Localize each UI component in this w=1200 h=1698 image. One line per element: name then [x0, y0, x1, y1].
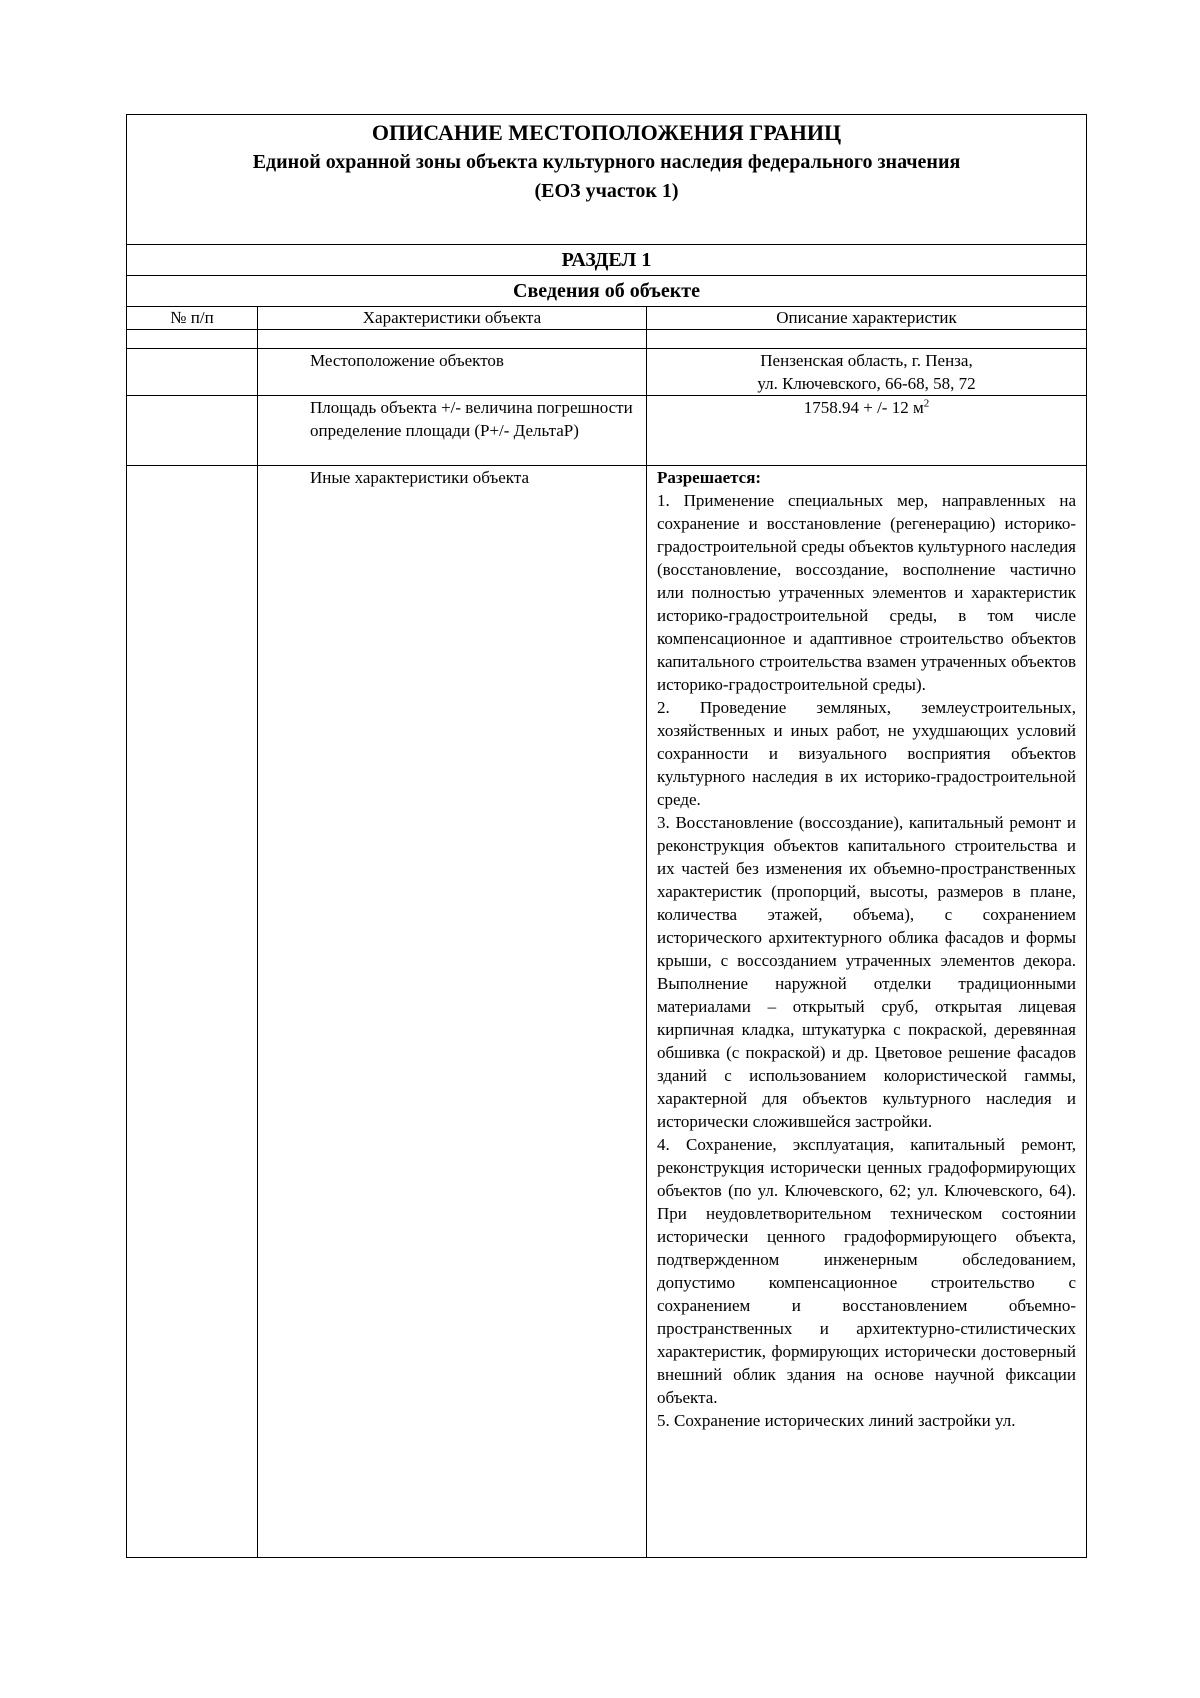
- document-subtitle-zone: (ЕОЗ участок 1): [534, 180, 679, 202]
- location-label: Местоположение объектов: [258, 349, 647, 396]
- table-row-other: [127, 466, 1087, 1558]
- allowed-item-4: 4. Сохранение, эксплуатация, капитальный ремонт, реконструкция исторически ценных градоформирующих объектов (по ул. Ключевского, 62; ул. Ключевского, 64). При неудовлетворительном техническом состоянии исторически ценного градоформирующего объекта, подтвержденном инженерным обследованием, допустимо компенсационное строительство с сохранением и восстановлением объемно-пространственных и архитектурно-стилистических характеристик, формирующих исторически достоверный внешний облик здания на основе научной фиксации объекта.: [657, 1135, 1076, 1407]
- allowed-item-3: 3. Восстановление (воссоздание), капитальный ремонт и реконструкция объектов капитального строительства и их частей без изменения их объемно-пространственных характеристик (пропорций, высоты, размеров в плане, количества этажей, объема), с сохранением исторического архитектурного облика фасадов и формы крыши, с воссозданием утраченных элементов декора. Выполнение наружной отделки традиционными материалами – открытый сруб, открытая лицевая кирпичная кладка, штукатурка с покраской, деревянная обшивка (с покраской) и др. Цветовое решение фасадов зданий с использованием колористической гаммы, характерной для объектов культурного наследия и исторически сложившейся застройки.: [657, 813, 1076, 1131]
- section-title: РАЗДЕЛ 1: [127, 245, 1087, 276]
- area-value-superscript: 2: [923, 397, 930, 410]
- section-subtitle: Сведения об объекте: [127, 276, 1087, 307]
- column-header-num: № п/п: [127, 307, 258, 330]
- section-subtitle-row: [127, 276, 1087, 307]
- document-sheet: [126, 114, 1086, 1558]
- document-subtitle: Единой охранной зоны объекта культурного наследия федерального значения: [252, 151, 961, 173]
- row-num-cell: [127, 466, 258, 1558]
- location-value-line2: ул. Ключевского, 66-68, 58, 72: [757, 374, 976, 393]
- empty-row: [127, 330, 1087, 349]
- allowed-heading: Разрешается:: [657, 468, 762, 487]
- column-header-row: [127, 307, 1087, 330]
- location-value-line1: Пензенская область, г. Пенза,: [760, 351, 973, 370]
- row-num-cell: [127, 396, 258, 466]
- allowed-item-1: 1. Применение специальных мер, направленных на сохранение и восстановление (регенерацию) историко-градостроительной среды объектов культурного наследия (восстановление, воссоздание, восполнение частично или полностью утраченных элементов и характеристик историко-градостроительной среды, в том числе компенсационное и адаптивное строительство объектов капитального строительства взамен утраченных объектов историко-градостроительной среды).: [657, 491, 1076, 694]
- area-label: Площадь объекта +/- величина погрешности определение площади (Р+/- ДельтаР): [258, 396, 647, 466]
- header-cell: [127, 115, 1087, 245]
- column-header-description: Описание характеристик: [647, 307, 1087, 330]
- row-num-cell: [127, 349, 258, 396]
- boundaries-table: [126, 114, 1087, 1558]
- empty-cell: [647, 330, 1087, 349]
- section-title-row: [127, 245, 1087, 276]
- allowed-item-5: 5. Сохранение исторических линий застройки ул.: [657, 1411, 1016, 1430]
- area-value-cell: [647, 396, 1087, 466]
- allowed-item-2: 2. Проведение земляных, землеустроительных, хозяйственных и иных работ, не ухудшающих условий сохранности и визуального восприятия объектов культурного наследия в их историко-градостроительной среде.: [657, 698, 1076, 809]
- table-row-location: [127, 349, 1087, 396]
- other-value-cell: [647, 466, 1087, 1558]
- area-value: 1758.94 + /- 12 м: [803, 398, 924, 417]
- document-title: ОПИСАНИЕ МЕСТОПОЛОЖЕНИЯ ГРАНИЦ: [371, 120, 842, 145]
- other-label: Иные характеристики объекта: [258, 466, 647, 1558]
- empty-cell: [127, 330, 258, 349]
- empty-cell: [258, 330, 647, 349]
- column-header-characteristic: Характеристики объекта: [258, 307, 647, 330]
- location-value-cell: [647, 349, 1087, 396]
- table-row-area: [127, 396, 1087, 466]
- header-row: [127, 115, 1087, 245]
